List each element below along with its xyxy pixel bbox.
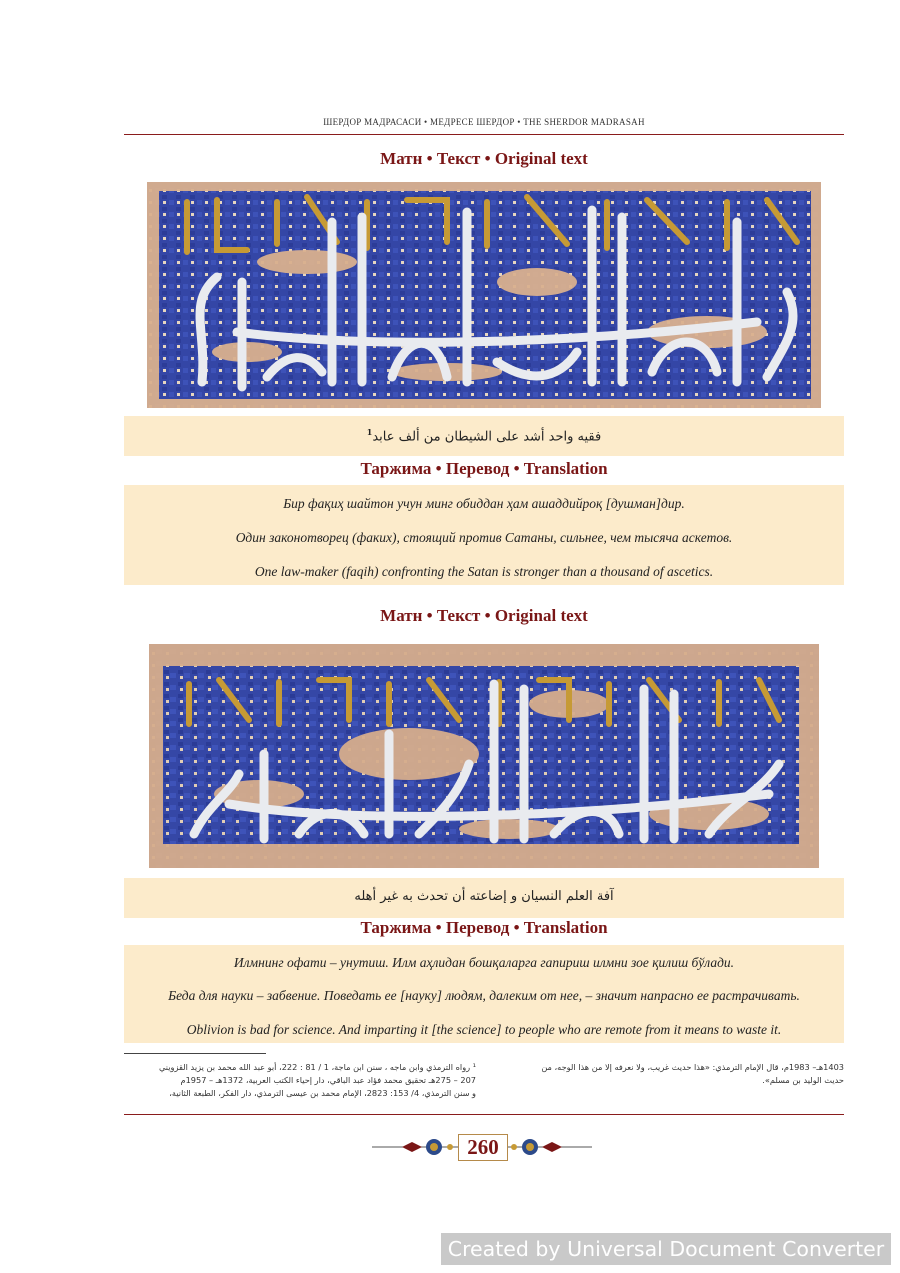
section-1-translation-heading: Таржима • Перевод • Translation <box>360 459 608 478</box>
translation-band-2 <box>124 945 844 1043</box>
arabic-text-band-2 <box>124 878 844 918</box>
inscription-photo-2 <box>149 644 819 868</box>
section-2-translation-heading: Таржима • Перевод • Translation <box>360 918 608 937</box>
translation-uzbek-1: Бир фақиҳ шайтон учун минг обиддан ҳам ашаддийроқ [душман]дир. <box>283 496 685 511</box>
header-rule <box>124 134 844 135</box>
arabic-original-text-1: فقيه واحد أشد على الشيطان من ألف عابد$^1$ <box>366 427 602 445</box>
translation-uzbek-2: Илмнинг офати – унутиш. Илм аҳлидан бошқаларга гапириш илмни зое қилиш бўлади. <box>233 955 735 970</box>
arabic-text-band-1 <box>124 416 844 456</box>
translation-russian-1: Один законотворец (факих), стоящий против Сатаны, сильнее, чем тысяча аскетов. <box>235 530 733 545</box>
footnote-line: ¹ رواه الترمذي وابن ماجه ، سنن ابن ماجة، 1 / 81 : 222، أبو عبد الله محمد بن يزيد القزويني <box>158 1062 476 1072</box>
footnote-line: 207 – 275هـ تحقيق محمد فؤاد عبد الباقي، دار إحياء الكتب العربية، 1372هـ – 1957م <box>180 1075 476 1085</box>
arabic-original-text-2: آفة العلم النسيان و إضاعته أن تحدث به غير أهله <box>354 889 614 904</box>
page-number: 260 <box>458 1134 508 1161</box>
translation-russian-2: Беда для науки – забвение. Поведать ее [науку] людям, далеким от нее, – значит напрасно ее растрачивать. <box>168 988 800 1003</box>
footnote-line: 1403هـ– 1983م، قال الإمام الترمذي: «هذا حديث غريب، ولا نعرفه إلا من هذا الوجه، من <box>541 1062 844 1072</box>
section-2-text-heading: Матн • Текст • Original text <box>380 606 588 625</box>
footnote-left-column <box>498 1061 844 1087</box>
bottom-rule <box>124 1114 844 1115</box>
watermark-banner: Created by Universal Document Converter <box>441 1233 891 1265</box>
footnote-line: و سنن الترمذي، 4/ 153: 2823، الإمام محمد بن عيسى الترمذي، دار الفكر، الطبعة الثانية، <box>169 1088 476 1098</box>
translation-english-1: One law-maker (faqih) confronting the Satan is stronger than a thousand of ascetics. <box>254 564 714 579</box>
section-1-text-heading: Матн • Текст • Original text <box>380 149 588 168</box>
footnote-rule <box>124 1053 266 1054</box>
inscription-photo-1 <box>147 182 821 408</box>
translation-english-2: Oblivion is bad for science. And imparting it [the science] to people who are remote from it means to waste it. <box>186 1022 782 1037</box>
footnote-line: حديث الوليد بن مسلم». <box>762 1075 844 1085</box>
running-header: ШЕРДОР МАДРАСАСИ • МЕДРЕСЕ ШЕРДОР • THE SHERDOR MADRASAH <box>323 117 645 127</box>
translation-band-1 <box>124 485 844 585</box>
footnote-right-column <box>124 1061 476 1100</box>
footnote-ref-1[interactable]: 1 <box>366 427 373 437</box>
